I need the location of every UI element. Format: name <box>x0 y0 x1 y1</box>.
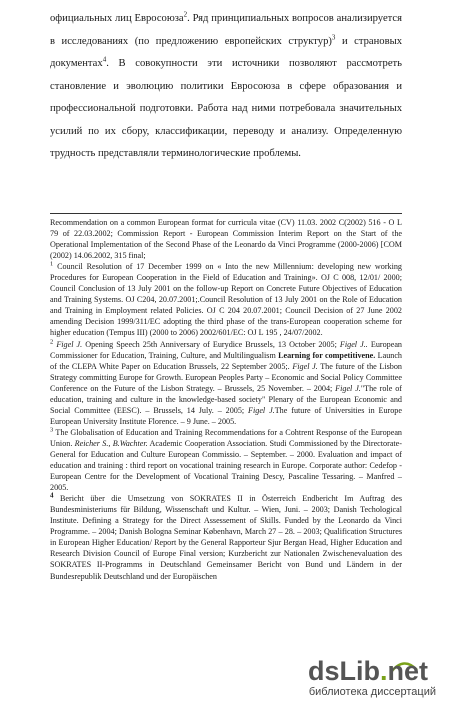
body-text-1: официальных лиц Евросоюза <box>50 13 184 24</box>
footnote-ref-3: 3 <box>331 32 336 41</box>
footnote-ref-4: 4 <box>102 55 107 64</box>
footnote-2-marker: 2 <box>50 337 54 345</box>
body-text-4: . В совокупности эти источники позволяют рассмотреть становление и эволюцию политики Евросоюза в сфере образования и профессиональной подготовки. Работа над ними потребовала значительных усилий по их сбору, классификации, переводу и анализу. Определенную трудность представляли терминологические проблемы. <box>50 58 402 159</box>
footnote-2-text: Opening Speech 25th Anniversary of Eurydice Brussels, 13 October 2005; <box>82 339 340 349</box>
footnote-2-text: Launch of the CLEPA White Paper on Education Brussels, 22 September 2005;. <box>50 350 402 371</box>
footnote-2-text: The future of the Lisbon Strategy committing Europe for Growth. European Peoples Party – Economic and Social Policy Committee Conference on the Future of the Lisbon Strategy. – Brussels, 25 November. – 2004; <box>50 361 402 393</box>
footnote-1-marker: 1 <box>50 260 54 268</box>
watermark-subtitle: библиотека диссертаций <box>308 686 436 698</box>
footnote-2-text: The future of Universities in Europe European University Institute Florence. – 9 June. – 2005. <box>50 405 402 426</box>
body-paragraph <box>50 8 402 166</box>
footnote-1-pre: Recommendation on a common European format for curricula vitae (CV) 11.03. 2002 C(2002) 516 - O L 79 of 22.03.2002; Commission Report - European Commission Interim Report on the Start of the Operational Implementation of the Second Phase of the Leonardo da Vinci Programme (2000-2006) [COM (2002) 14.06.2002, 315 final; <box>50 218 402 261</box>
footnote-2-author: Figel J. <box>248 405 275 415</box>
footnote-2-author: Figel J. <box>335 383 361 393</box>
body-text-2: . Ряд принципиальных вопросов анализируется в исследованиях (по предложению европейских структур) <box>50 13 402 47</box>
dslib-watermark[interactable] <box>286 658 436 702</box>
footnote-1 <box>50 217 402 339</box>
logo-part-dslib: dsLib <box>308 656 380 686</box>
footnote-4-marker: 4 <box>50 491 54 500</box>
footnote-4-text: Bericht über die Umsetzung von SOKRATES II in Österreich Endbericht Im Auftrag des Bundesministeriums für Bildung, Wissenschaft und Kultur. – Wien, Juni. – 2003; Danish Techological Institute. Defining a Strategy for the Direct Assessement of Skills. Funded by the Leonardo da Vinci Programme. – 2004; Danish Bologna Seminar København, March 27 – 28. – 2003; Qualification Structures in European Higher Education/ Report by the General Rapporteur Sjur Bergan Head, Higher Education and Research Division Council of Europe Final version; Kurzbericht zur Nationalen Zwischenevaluation des SOKRATES II-Programms in Deutschland Gemeinsamer Bericht von Bund und Ländern in der Bundesrepublik Deutschland und der Europäischen <box>50 494 402 581</box>
footnote-3 <box>50 427 402 493</box>
watermark-logo <box>308 656 428 687</box>
footnote-2-text: European Commissioner for Education, Training, Culture, and Multilingualism <box>50 339 402 360</box>
footnote-4 <box>50 493 402 581</box>
footnote-3-author: Reicher S., B.Wachter. <box>74 438 148 448</box>
logo-part-net: net <box>387 656 429 686</box>
footnote-2-author: Figel J. <box>56 339 83 349</box>
logo-part-dot: . <box>380 656 388 686</box>
footnote-separator <box>50 213 402 214</box>
footnotes-block <box>50 217 402 582</box>
body-text-3: и страновых документах <box>50 35 403 69</box>
footnote-2 <box>50 339 402 427</box>
footnote-2-text: "The role of education, training and culture in the knowledge-based society" Plenary of the European Economic and Social Committee (EESC). – Brussels, 14 July. – 2005; <box>50 383 402 415</box>
footnote-3-marker: 3 <box>50 426 54 434</box>
footnote-3-text: Academic Cooperation Association. Studi Commissioned by the Directorate-General for Education and Culture European Commissio. – September. – 2000. Evaluation and impact of education and training : third report on vocational training research in Europe. Corporate author: Cedefop - European Centre for the Development of Vocational Training Descy, Pascaline Tessaring. – Manfred – 2005. <box>50 438 402 493</box>
footnote-2-bold-title: Learning for competitivene. <box>278 350 376 360</box>
footnote-2-author: Figel J. <box>292 361 318 371</box>
footnote-2-author: Figel J.. <box>339 339 368 349</box>
footnote-1-text: Council Resolution of 17 December 1999 on « Into the new Millennium: developing new working Procedures for European Cooperation in the Field of Education and Training». OJ C 008, 12/01/ 2000; Council Conclusion of 13 July 2001 on the follow-up Report on Concrete Future Objectives of Education and Training Systems. OJ C204, 20.07.2001;.Council Resolution of 13 July 2001 on the Role of Education and Training in Employment related Policies. OJ C 204 20.07.2001; Council Decision of 27 June 2002 amending Decision 1999/311/EC adopting the third phase of the trans-European cooperation scheme for higher education (Tempus III) (2000 to 2006) 2002/601/EC: OJ L 195 , 24/07/2002. <box>50 262 402 338</box>
footnote-3-text: The Globalisation of Education and Training Recommendations for a Cohtrent Response of the European Union. <box>50 427 402 448</box>
footnote-ref-2: 2 <box>183 10 188 19</box>
